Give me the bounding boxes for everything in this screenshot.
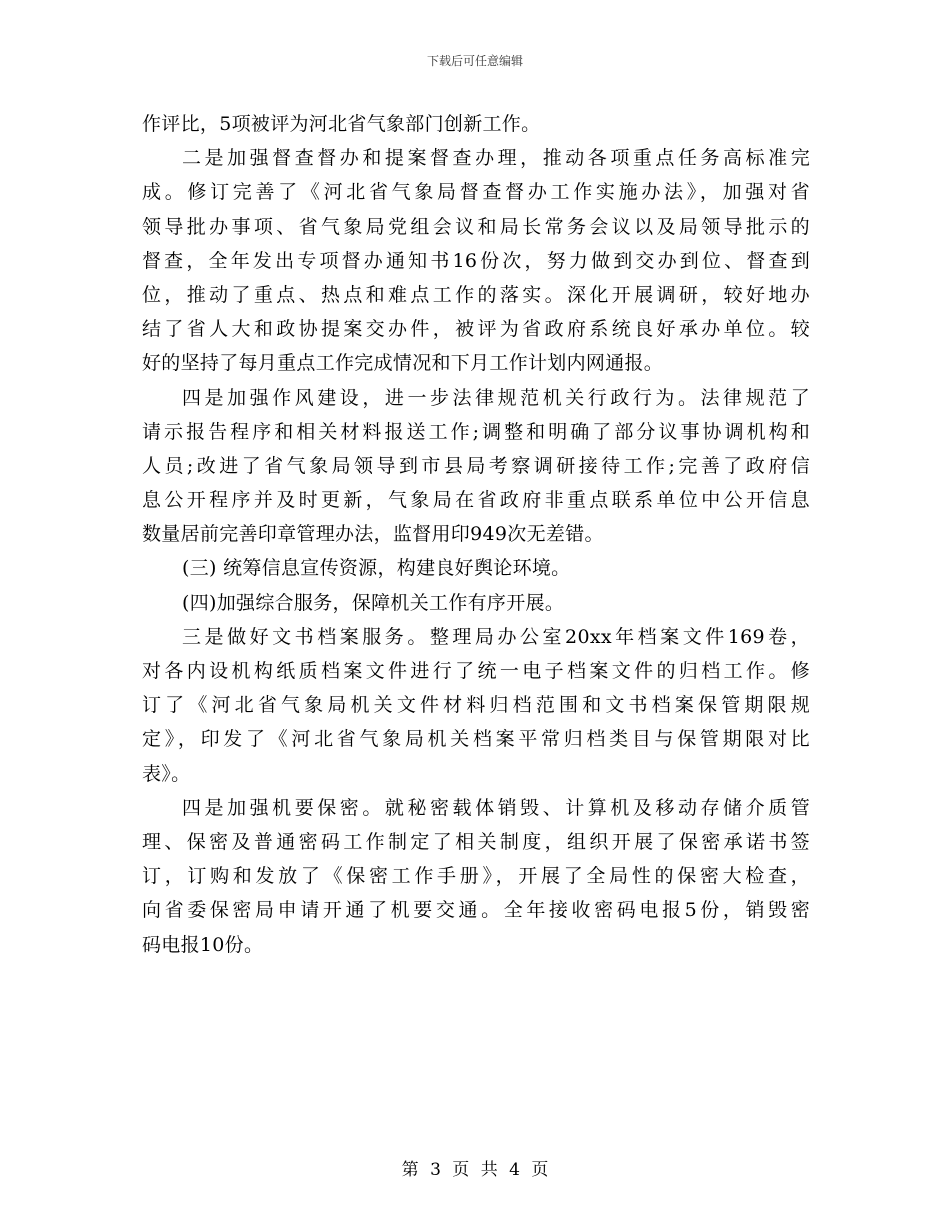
text-line: 三是做好文书档案服务。整理局办公室20xx年档案文件169卷， [182, 625, 810, 648]
text-line: (四)加强综合服务，保障机关工作有序开展。 [182, 591, 565, 614]
text-line: 四是加强机要保密。就秘密载体销毁、计算机及移动存储介质管 [182, 796, 810, 819]
text-line: 数量居前完善印章管理办法，监督用印949次无差错。 [142, 523, 604, 546]
text-line: 表》。 [142, 762, 191, 785]
text-line: 请示报告程序和相关材料报送工作;调整和明确了部分议事协调机构和 [142, 420, 810, 443]
text-line: 结了省人大和政协提案交办件，被评为省政府系统良好承办单位。较 [142, 318, 810, 341]
text-line: 对各内设机构纸质档案文件进行了统一电子档案文件的归档工作。修 [142, 660, 810, 682]
text-line: 订，订购和发放了《保密工作手册》，开展了全局性的保密大检查， [142, 865, 810, 888]
text-line: 向省委保密局申请开通了机要交通。全年接收密码电报5份，销毁密 [142, 899, 810, 922]
text-line: 领导批办事项、省气象局党组会议和局长常务会议以及局领导批示的 [142, 215, 810, 238]
page-header: 下载后可任意编辑 [426, 54, 523, 68]
text-line: 定》，印发了《河北省气象局机关档案平常归档类目与保管期限对比 [142, 728, 810, 751]
text-line: 位，推动了重点、热点和难点工作的落实。深化开展调研，较好地办 [142, 283, 810, 306]
text-line: (三) 统筹信息宣传资源，构建良好舆论环境。 [182, 557, 571, 580]
text-line: 作评比，5项被评为河北省气象部门创新工作。 [142, 113, 541, 135]
text-line: 成。修订完善了《河北省气象局督查督办工作实施办法》，加强对省 [142, 181, 810, 204]
text-line: 好的坚持了每月重点工作完成情况和下月工作计划内网通报。 [142, 352, 664, 375]
document-body [142, 107, 810, 962]
text-line: 人员;改进了省气象局领导到市县局考察调研接待工作;完善了政府信 [142, 454, 810, 477]
text-line: 码电报10份。 [142, 933, 264, 956]
text-line: 二是加强督查督办和提案督查办理，推动各项重点任务高标准完 [182, 147, 810, 170]
text-line: 订了《河北省气象局机关文件材料归档范围和文书档案保管期限规 [142, 694, 810, 717]
text-line: 督查，全年发出专项督办通知书16份次，努力做到交办到位、督查到 [142, 249, 810, 272]
page-number: 第 3 页 共 4 页 [401, 1160, 549, 1180]
text-line: 四是加强作风建设，进一步法律规范机关行政行为。法律规范了 [182, 386, 810, 409]
text-line: 理、保密及普通密码工作制定了相关制度，组织开展了保密承诺书签 [142, 830, 810, 853]
text-line: 息公开程序并及时更新，气象局在省政府非重点联系单位中公开信息 [142, 489, 810, 512]
